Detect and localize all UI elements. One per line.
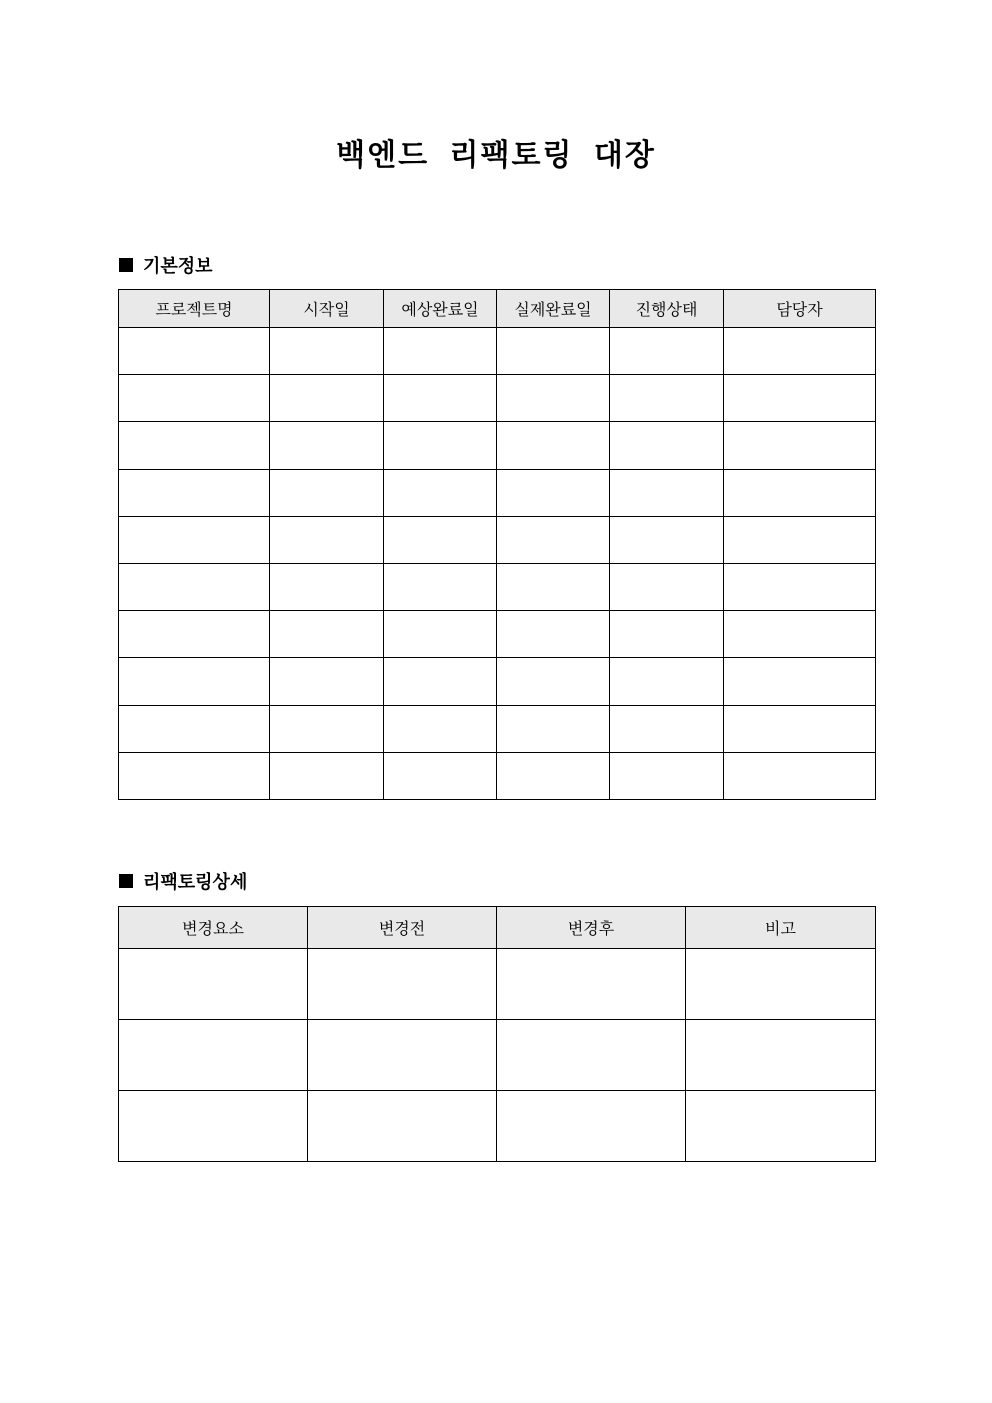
table-row bbox=[119, 563, 876, 610]
table-row bbox=[119, 328, 876, 375]
table-cell[interactable] bbox=[610, 611, 724, 658]
table-cell[interactable] bbox=[384, 422, 497, 469]
table-cell[interactable] bbox=[384, 705, 497, 752]
column-header-changed-element: 변경요소 bbox=[119, 907, 308, 949]
table-cell[interactable] bbox=[119, 658, 270, 705]
table-cell[interactable] bbox=[384, 375, 497, 422]
table-row bbox=[119, 516, 876, 563]
table-cell[interactable] bbox=[610, 328, 724, 375]
table-cell[interactable] bbox=[270, 611, 384, 658]
table-cell[interactable] bbox=[497, 422, 610, 469]
table-cell[interactable] bbox=[724, 328, 876, 375]
black-square-bullet-icon bbox=[119, 258, 133, 272]
document-title: 백엔드 리팩토링 대장 bbox=[336, 138, 656, 173]
table-cell[interactable] bbox=[724, 563, 876, 610]
table-cell[interactable] bbox=[724, 658, 876, 705]
table-cell[interactable] bbox=[270, 422, 384, 469]
table-cell[interactable] bbox=[308, 1091, 497, 1162]
table-cell[interactable] bbox=[610, 469, 724, 516]
refactoring-detail-heading bbox=[119, 869, 247, 893]
table-cell[interactable] bbox=[119, 611, 270, 658]
table-cell[interactable] bbox=[384, 611, 497, 658]
refactoring-detail-header-row bbox=[119, 907, 876, 949]
table-cell[interactable] bbox=[270, 752, 384, 799]
table-cell[interactable] bbox=[497, 658, 610, 705]
table-cell[interactable] bbox=[497, 705, 610, 752]
table-cell[interactable] bbox=[497, 469, 610, 516]
table-cell[interactable] bbox=[384, 516, 497, 563]
table-cell[interactable] bbox=[724, 422, 876, 469]
column-header-start-date: 시작일 bbox=[270, 290, 384, 328]
table-row bbox=[119, 752, 876, 799]
table-cell[interactable] bbox=[686, 1020, 876, 1091]
table-cell[interactable] bbox=[308, 949, 497, 1020]
refactoring-detail-heading-label: 리팩토링상세 bbox=[143, 872, 248, 893]
table-cell[interactable] bbox=[724, 469, 876, 516]
table-row bbox=[119, 1091, 876, 1162]
table-cell[interactable] bbox=[497, 611, 610, 658]
table-cell[interactable] bbox=[384, 752, 497, 799]
table-cell[interactable] bbox=[610, 422, 724, 469]
table-cell[interactable] bbox=[686, 949, 876, 1020]
table-cell[interactable] bbox=[610, 375, 724, 422]
table-cell[interactable] bbox=[119, 516, 270, 563]
table-cell[interactable] bbox=[724, 752, 876, 799]
table-cell[interactable] bbox=[724, 375, 876, 422]
table-cell[interactable] bbox=[610, 705, 724, 752]
table-cell[interactable] bbox=[497, 949, 686, 1020]
table-cell[interactable] bbox=[384, 563, 497, 610]
column-header-actual-completion: 실제완료일 bbox=[497, 290, 610, 328]
table-row bbox=[119, 375, 876, 422]
table-cell[interactable] bbox=[119, 563, 270, 610]
table-cell[interactable] bbox=[270, 563, 384, 610]
column-header-remarks: 비고 bbox=[686, 907, 876, 949]
table-cell[interactable] bbox=[724, 705, 876, 752]
table-cell[interactable] bbox=[119, 1020, 308, 1091]
basic-info-table bbox=[118, 289, 876, 800]
column-header-expected-completion: 예상완료일 bbox=[384, 290, 497, 328]
table-cell[interactable] bbox=[497, 1091, 686, 1162]
black-square-bullet-icon bbox=[119, 874, 133, 888]
table-cell[interactable] bbox=[119, 1091, 308, 1162]
table-row bbox=[119, 422, 876, 469]
table-cell[interactable] bbox=[497, 563, 610, 610]
table-cell[interactable] bbox=[119, 949, 308, 1020]
table-row bbox=[119, 705, 876, 752]
column-header-before-change: 변경전 bbox=[308, 907, 497, 949]
table-cell[interactable] bbox=[610, 658, 724, 705]
table-cell[interactable] bbox=[119, 469, 270, 516]
table-cell[interactable] bbox=[497, 328, 610, 375]
table-cell[interactable] bbox=[308, 1020, 497, 1091]
table-cell[interactable] bbox=[384, 469, 497, 516]
table-cell[interactable] bbox=[270, 328, 384, 375]
table-cell[interactable] bbox=[270, 658, 384, 705]
column-header-project-name: 프로젝트명 bbox=[119, 290, 270, 328]
table-cell[interactable] bbox=[119, 328, 270, 375]
table-row bbox=[119, 1020, 876, 1091]
basic-info-heading-label: 기본정보 bbox=[143, 256, 213, 277]
refactoring-detail-table bbox=[118, 906, 876, 1162]
table-cell[interactable] bbox=[497, 516, 610, 563]
table-cell[interactable] bbox=[497, 375, 610, 422]
table-cell[interactable] bbox=[724, 611, 876, 658]
table-row bbox=[119, 469, 876, 516]
table-cell[interactable] bbox=[270, 375, 384, 422]
table-cell[interactable] bbox=[119, 752, 270, 799]
table-row bbox=[119, 658, 876, 705]
table-cell[interactable] bbox=[497, 752, 610, 799]
table-row bbox=[119, 611, 876, 658]
table-cell[interactable] bbox=[610, 563, 724, 610]
basic-info-header-row bbox=[119, 290, 876, 328]
table-cell[interactable] bbox=[686, 1091, 876, 1162]
table-cell[interactable] bbox=[384, 328, 497, 375]
column-header-after-change: 변경후 bbox=[497, 907, 686, 949]
column-header-progress-status: 진행상태 bbox=[610, 290, 724, 328]
table-cell[interactable] bbox=[270, 705, 384, 752]
table-row bbox=[119, 949, 876, 1020]
basic-info-heading bbox=[119, 253, 213, 277]
table-cell[interactable] bbox=[270, 516, 384, 563]
table-cell[interactable] bbox=[119, 705, 270, 752]
table-cell[interactable] bbox=[119, 422, 270, 469]
table-cell[interactable] bbox=[384, 658, 497, 705]
table-cell[interactable] bbox=[497, 1020, 686, 1091]
table-cell[interactable] bbox=[119, 375, 270, 422]
table-cell[interactable] bbox=[724, 516, 876, 563]
table-cell[interactable] bbox=[270, 469, 384, 516]
table-cell[interactable] bbox=[610, 752, 724, 799]
table-cell[interactable] bbox=[610, 516, 724, 563]
column-header-assignee: 담당자 bbox=[724, 290, 876, 328]
